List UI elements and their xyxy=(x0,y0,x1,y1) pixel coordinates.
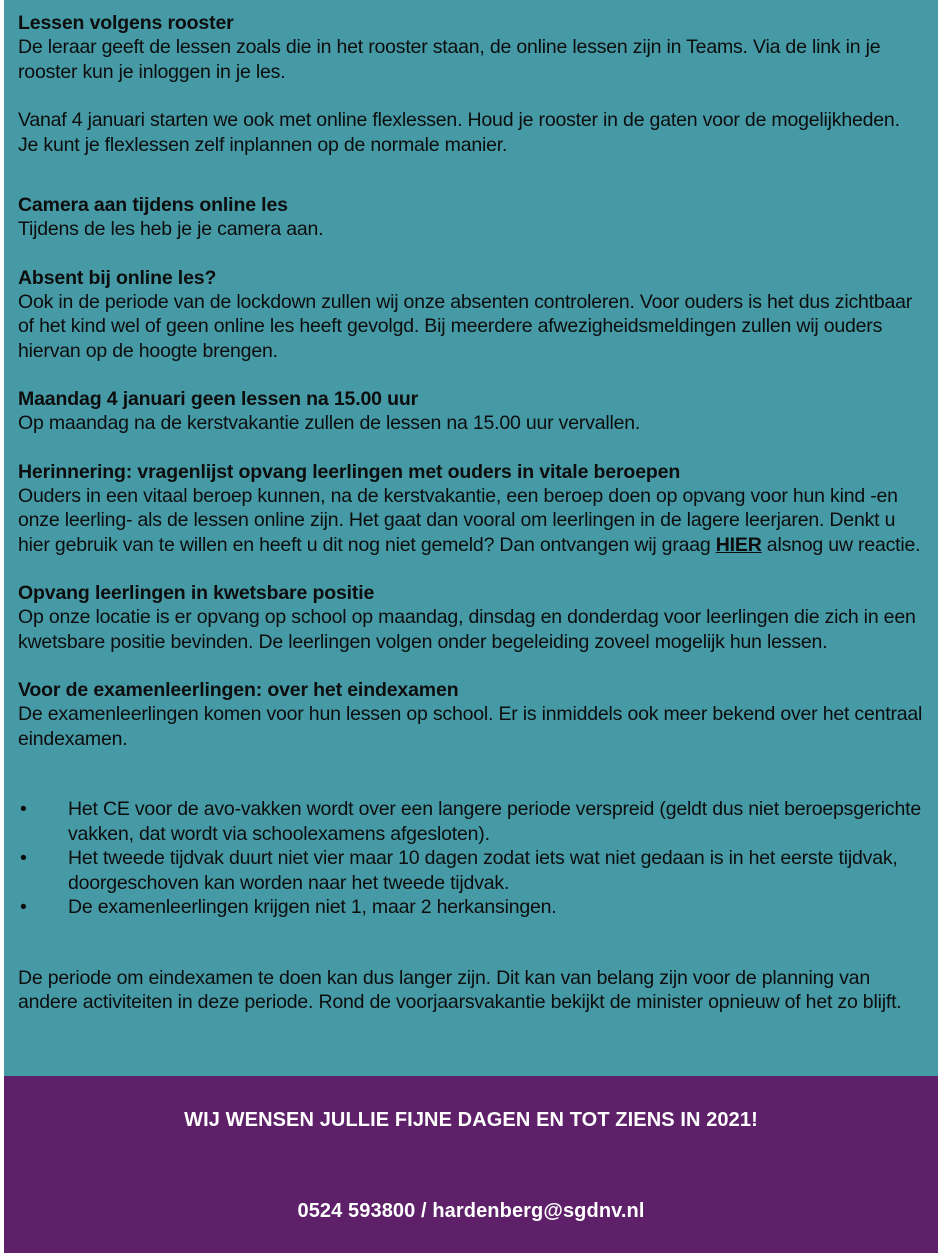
footer-contact: 0524 593800 / hardenberg@sgdnv.nl xyxy=(297,1200,645,1222)
list-item xyxy=(18,895,924,920)
section-heading: Voor de examenleerlingen: over het eindexamen xyxy=(18,679,459,701)
spacer xyxy=(18,242,924,266)
spacer xyxy=(18,654,924,678)
section-heading: Absent bij online les? xyxy=(18,266,217,289)
section-paragraph: Op onze locatie is er opvang op school op maandag, dinsdag en donderdag voor leerlingen die zich in een kwetsbare positie bevinden. De leerlingen volgen onder begeleiding zoveel mogelijk hun lessen. xyxy=(18,606,916,653)
section-paragraph xyxy=(18,484,924,558)
section-paragraph: De leraar geeft de lessen zoals die in het rooster staan, de online lessen zijn in Teams. Via de link in je rooster kun je inloggen in je les. xyxy=(18,36,881,83)
list-item xyxy=(18,846,924,895)
spacer xyxy=(18,436,924,460)
section-paragraph: Vanaf 4 januari starten we ook met online flexlessen. Houd je rooster in de gaten voor de mogelijkheden. Je kunt je flexlessen zelf inplannen op de normale manier. xyxy=(18,109,900,156)
section-paragraph: Ook in de periode van de lockdown zullen wij onze absenten controleren. Voor ouders is het dus zichtbaar of het kind wel of geen online les heeft gevolgd. Bij meerdere afwezigheidsmeldingen zullen wij ouders hiervan op de hoogte brengen. xyxy=(18,290,913,362)
footer-block xyxy=(4,1076,938,1253)
section-opvang-kwetsbare-positie xyxy=(18,581,924,654)
section-heading: Maandag 4 januari geen lessen na 15.00 uur xyxy=(18,388,419,410)
spacer xyxy=(18,751,924,797)
hier-link[interactable]: HIER xyxy=(715,533,762,556)
list-item-label: Het CE voor de avo-vakken wordt over een langere periode verspreid (geldt dus niet beroepsgerichte vakken, dat wordt via schoolexamens afgesloten). xyxy=(68,798,921,845)
list-item-label: Het tweede tijdvak duurt niet vier maar 10 dagen zodat iets wat niet gedaan is in het eerste tijdvak, doorgeschoven kan worden naar het tweede tijdvak. xyxy=(68,847,898,894)
spacer xyxy=(18,181,924,193)
list-item-label: De examenleerlingen krijgen niet 1, maar 2 herkansingen. xyxy=(68,896,557,918)
section-heading: Herinnering: vragenlijst opvang leerlingen met ouders in vitale beroepen xyxy=(18,460,681,483)
section-herinnering-vragenlijst xyxy=(18,460,924,558)
spacer xyxy=(18,363,924,387)
section-heading: Opvang leerlingen in kwetsbare positie xyxy=(18,582,375,604)
section-maandag-4-januari xyxy=(18,387,924,436)
section-paragraph: De examenleerlingen komen voor hun lessen op school. Er is inmiddels ook meer bekend over het centraal eindexamen. xyxy=(18,703,923,750)
section-paragraph: Op maandag na de kerstvakantie zullen de lessen na 15.00 uur vervallen. xyxy=(18,412,641,434)
section-absent-bij-online-les xyxy=(18,266,924,364)
section-heading: Camera aan tijdens online les xyxy=(18,194,288,216)
exam-changes-list xyxy=(18,797,924,920)
bullet-icon: • xyxy=(20,896,27,918)
section-camera-aan xyxy=(18,193,924,242)
paragraph-text-after-link: alsnog uw reactie. xyxy=(761,533,921,556)
paragraph-text-before-link: Ouders in een vitaal beroep kunnen, na de kerstvakantie, een beroep doen op opvang voor hun kind -en onze leerling- als de lessen online zijn. Het gaat dan vooral om leerlingen in de lagere leerjaren. Denkt u hier gebruik van te willen en heeft u dit nog niet gemeld? Dan ontvangen wij graag xyxy=(18,484,898,556)
content-block xyxy=(4,0,938,1076)
section-lessen-volgens-rooster xyxy=(18,11,924,157)
spacer xyxy=(18,157,924,181)
section-voor-examenleerlingen xyxy=(18,678,924,751)
spacer xyxy=(18,84,924,108)
section-paragraph: Tijdens de les heb je je camera aan. xyxy=(18,218,324,240)
spacer xyxy=(18,557,924,581)
section-heading: Lessen volgens rooster xyxy=(18,12,234,34)
list-item xyxy=(18,797,924,846)
bullet-icon: • xyxy=(20,847,27,869)
spacer xyxy=(18,920,924,966)
bullet-icon: • xyxy=(20,798,27,820)
footer-greeting: WIJ WENSEN JULLIE FIJNE DAGEN EN TOT ZIENS IN 2021! xyxy=(184,1109,758,1131)
closing-paragraph: De periode om eindexamen te doen kan dus langer zijn. Dit kan van belang zijn voor de planning van andere activiteiten in deze periode. Rond de voorjaarsvakantie bekijkt de minister opnieuw of het zo blijft. xyxy=(18,966,902,1013)
